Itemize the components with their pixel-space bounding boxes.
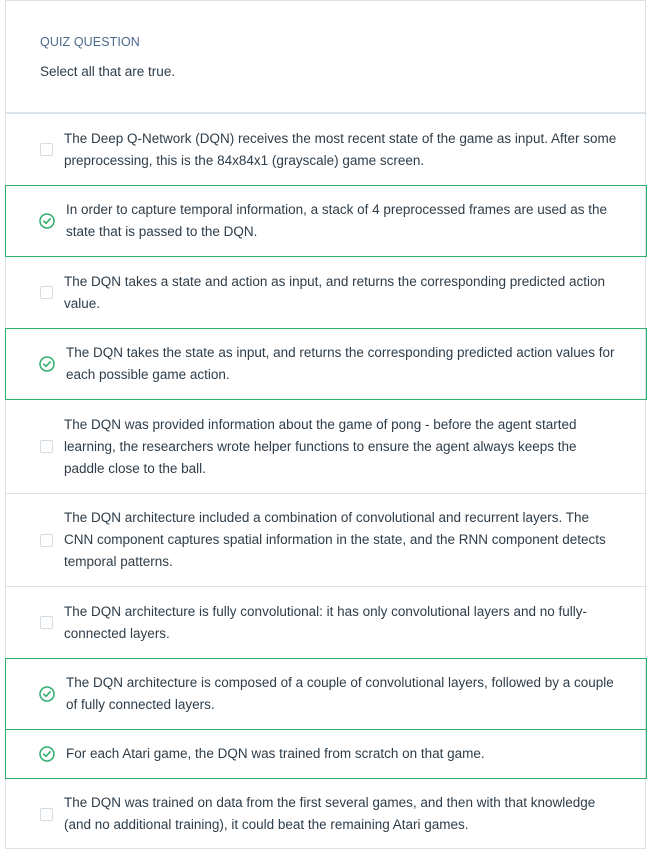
option-text: The DQN takes a state and action as input, and returns the corresponding predicted action value. (64, 273, 606, 311)
option-9[interactable] (5, 779, 647, 849)
check-circle-icon[interactable] (39, 213, 55, 229)
quiz-prompt: Select all that are true. (40, 64, 176, 79)
option-text: The Deep Q-Network (DQN) receives the most recent state of the game as input. After some preprocessing, this is the 84x84x1 (grayscale) game screen. (64, 130, 617, 168)
option-4[interactable] (5, 400, 647, 493)
option-3[interactable] (5, 328, 647, 400)
check-circle-icon[interactable] (39, 686, 55, 702)
checkbox[interactable] (40, 143, 53, 156)
checkbox[interactable] (40, 534, 53, 547)
checkbox[interactable] (40, 808, 53, 821)
option-text: The DQN was trained on data from the first several games, and then with that knowledge (and no additional training), it could beat the remaining Atari games. (64, 795, 596, 832)
option-1[interactable] (5, 185, 647, 257)
option-text: The DQN architecture is composed of a couple of convolutional layers, followed by a couple of fully connected layers. (66, 675, 614, 712)
option-6[interactable] (5, 586, 647, 658)
checkbox[interactable] (40, 286, 53, 299)
check-circle-icon[interactable] (39, 356, 55, 372)
option-text: The DQN architecture is fully convolutional: it has only convolutional layers and no fully-connected layers. (64, 603, 588, 641)
option-text: The DQN takes the state as input, and returns the corresponding predicted action values for each possible game action. (66, 345, 615, 382)
quiz-kicker: QUIZ QUESTION (40, 35, 140, 49)
option-7[interactable] (5, 658, 647, 730)
option-text: The DQN architecture included a combination of convolutional and recurrent layers. The CNN component captures spatial information in the state, and the RNN component detects temporal patterns. (64, 510, 606, 569)
checkbox[interactable] (40, 616, 53, 629)
option-text: In order to capture temporal information, a stack of 4 preprocessed frames are used as the state that is passed to the DQN. (66, 202, 608, 239)
option-2[interactable] (5, 257, 647, 328)
option-5[interactable] (5, 493, 647, 586)
option-0[interactable] (5, 113, 647, 185)
check-circle-icon[interactable] (39, 746, 55, 762)
quiz-card (5, 0, 646, 849)
option-text: For each Atari game, the DQN was trained from scratch on that game. (66, 746, 485, 761)
option-text: The DQN was provided information about the game of pong - before the agent started learning, the researchers wrote helper functions to ensure the agent always keeps the paddle close to the ball. (64, 416, 577, 476)
option-8[interactable] (5, 729, 647, 779)
checkbox[interactable] (40, 440, 53, 453)
quiz-header (6, 1, 645, 113)
